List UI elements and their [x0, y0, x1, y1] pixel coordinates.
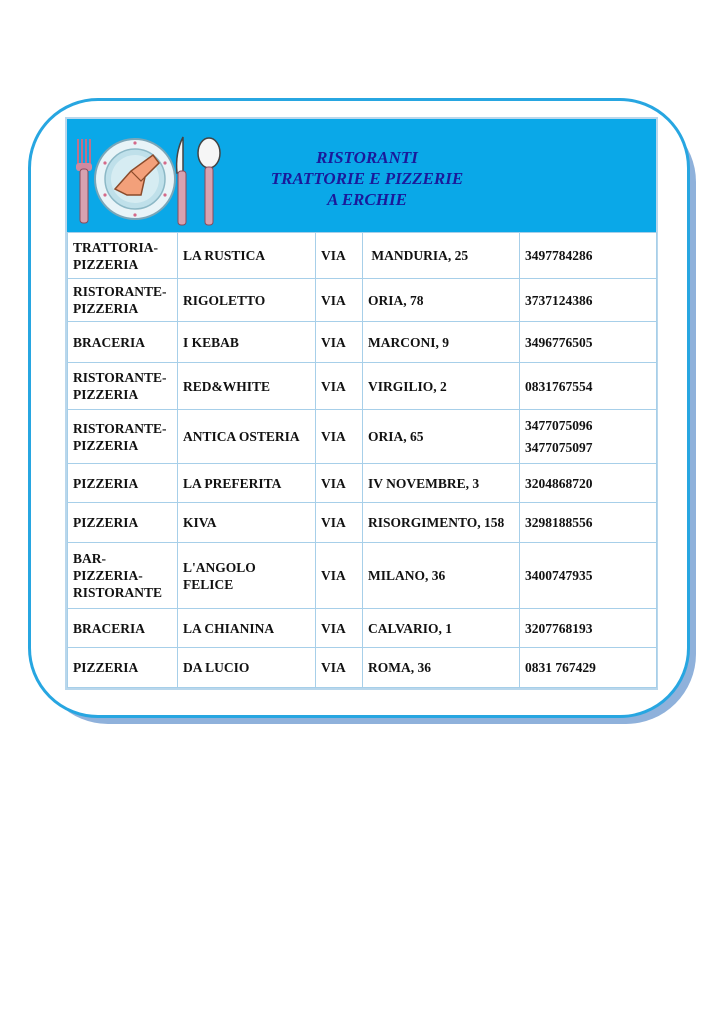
phone-number: 3204868720	[525, 475, 593, 491]
via-cell: VIA	[316, 363, 363, 410]
via-cell: VIA	[316, 279, 363, 322]
street-cell: MARCONI, 9	[363, 322, 520, 363]
phone-number: 3207768193	[525, 620, 593, 636]
name-cell: LA RUSTICA	[178, 233, 316, 279]
street-cell: ORIA, 65	[363, 410, 520, 464]
restaurant-table	[67, 232, 657, 688]
name-cell: DA LUCIO	[178, 648, 316, 688]
phone-number: 3400747935	[525, 568, 593, 583]
name-cell: RIGOLETTO	[178, 279, 316, 322]
via-cell: VIA	[316, 503, 363, 543]
street-cell: IV NOVEMBRE, 3	[363, 464, 520, 503]
phone-cell	[520, 410, 657, 464]
name-cell: ANTICA OSTERIA	[178, 410, 316, 464]
name-cell: LA CHIANINA	[178, 609, 316, 648]
via-cell: VIA	[316, 322, 363, 363]
via-cell: VIA	[316, 464, 363, 503]
table-row	[68, 648, 657, 688]
phone-number: 3497784286	[525, 248, 593, 263]
via-cell: VIA	[316, 648, 363, 688]
street-cell: MANDURIA, 25	[363, 233, 520, 279]
phone-cell	[520, 648, 657, 688]
street-cell: RISORGIMENTO, 158	[363, 503, 520, 543]
type-cell: RISTORANTE- PIZZERIA	[68, 279, 178, 322]
name-cell: I KEBAB	[178, 322, 316, 363]
via-cell: VIA	[316, 543, 363, 609]
via-cell: VIA	[316, 233, 363, 279]
street-cell: VIRGILIO, 2	[363, 363, 520, 410]
type-cell: PIZZERIA	[68, 648, 178, 688]
via-cell: VIA	[316, 410, 363, 464]
phone-number: 3737124386	[525, 292, 593, 308]
phone-cell	[520, 322, 657, 363]
phone-cell	[520, 233, 657, 279]
phone-number: 0831 767429	[525, 660, 596, 675]
spoon-icon	[198, 138, 220, 225]
phone-number: 3298188556	[525, 515, 593, 530]
phone-number: 3477075097	[525, 440, 593, 455]
phone-cell	[520, 609, 657, 648]
type-cell: RISTORANTE- PIZZERIA	[68, 410, 178, 464]
header-banner	[67, 119, 656, 232]
type-cell: PIZZERIA	[68, 503, 178, 543]
table-row	[68, 322, 657, 363]
street-cell: MILANO, 36	[363, 543, 520, 609]
phone-cell	[520, 279, 657, 322]
plate-fork-knife-spoon-icon	[71, 133, 233, 229]
title-line: TRATTORIE E PIZZERIE	[270, 169, 464, 188]
title-line: RISTORANTI	[316, 148, 418, 167]
type-cell: BRACERIA	[68, 609, 178, 648]
phone-cell	[520, 543, 657, 609]
title-line: A ERCHIE	[327, 190, 407, 209]
table-row	[68, 410, 657, 464]
phone-cell	[520, 363, 657, 410]
name-cell: RED&WHITE	[178, 363, 316, 410]
table-row	[68, 609, 657, 648]
plate-icon	[95, 139, 175, 219]
phone-number: 3477075096	[525, 418, 593, 433]
table-row	[68, 279, 657, 322]
phone-number: 0831767554	[525, 378, 593, 394]
table-row	[68, 233, 657, 279]
page-title	[247, 147, 487, 210]
phone-number: 3496776505	[525, 334, 593, 350]
table-row	[68, 464, 657, 503]
phone-cell	[520, 464, 657, 503]
type-cell: TRATTORIA- PIZZERIA	[68, 233, 178, 279]
name-cell: KIVA	[178, 503, 316, 543]
street-cell: ROMA, 36	[363, 648, 520, 688]
name-cell: LA PREFERITA	[178, 464, 316, 503]
table-row	[68, 503, 657, 543]
street-cell: ORIA, 78	[363, 279, 520, 322]
knife-icon	[177, 137, 186, 225]
name-cell: L'ANGOLO FELICE	[178, 543, 316, 609]
table-row	[68, 363, 657, 410]
street-cell: CALVARIO, 1	[363, 609, 520, 648]
type-cell: RISTORANTE- PIZZERIA	[68, 363, 178, 410]
via-cell: VIA	[316, 609, 363, 648]
table-row	[68, 543, 657, 609]
type-cell: PIZZERIA	[68, 464, 178, 503]
restaurant-card	[65, 117, 658, 690]
type-cell: BAR- PIZZERIA- RISTORANTE	[68, 543, 178, 609]
fork-icon	[76, 139, 92, 223]
type-cell: BRACERIA	[68, 322, 178, 363]
phone-cell	[520, 503, 657, 543]
